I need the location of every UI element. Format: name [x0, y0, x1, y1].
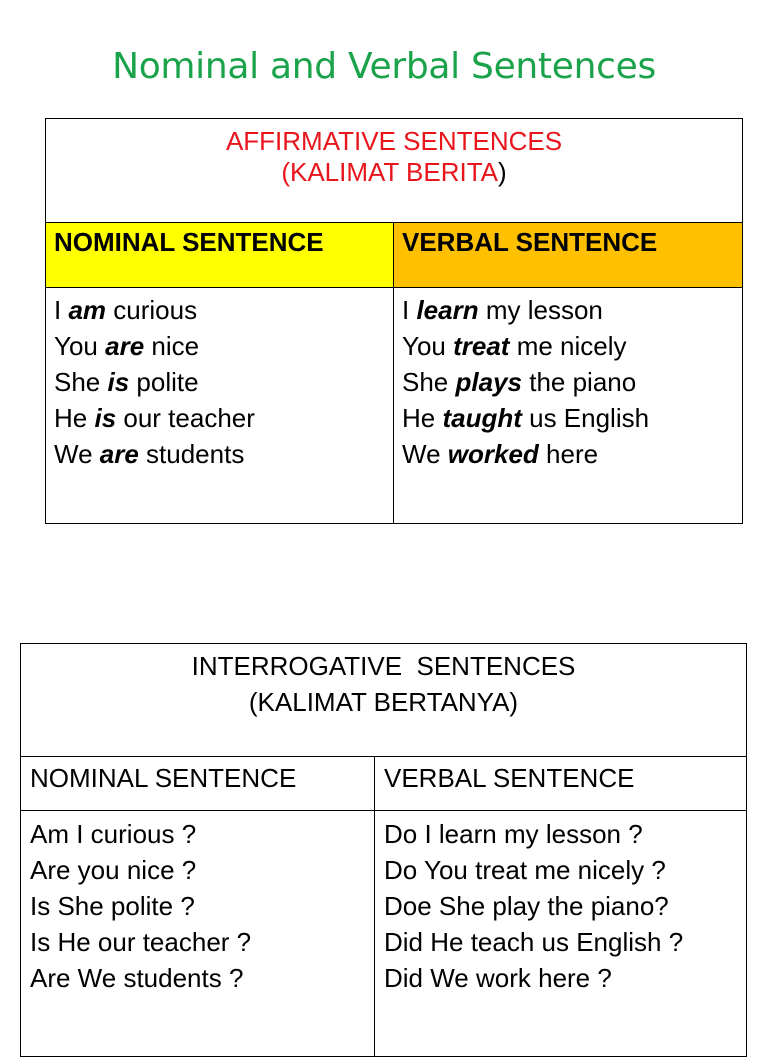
sentence-subject: He [54, 403, 95, 433]
sentence-rest: students [138, 439, 245, 469]
list-item: Are you nice ? [30, 855, 197, 885]
interrogative-verbal-examples [375, 811, 747, 1057]
list-item [54, 364, 393, 400]
list-item [402, 364, 742, 400]
sentence-rest: curious [106, 295, 198, 325]
sentence-verb: is [94, 403, 117, 433]
sentence-verb: is [107, 367, 130, 397]
interrogative-nominal-header: NOMINAL SENTENCE [21, 757, 375, 811]
sentence-subject: I [402, 295, 417, 325]
interrogative-heading-line1: INTERROGATIVE SENTENCES [191, 651, 576, 681]
affirmative-verbal-examples [394, 288, 743, 524]
list-item: Is He our teacher ? [30, 927, 252, 957]
list-item [54, 400, 393, 436]
sentence-verb: are [105, 331, 145, 361]
list-item [54, 436, 393, 472]
page-title: Nominal and Verbal Sentences [112, 46, 656, 87]
list-item: Do You treat me nicely ? [384, 855, 666, 885]
list-item [54, 292, 393, 328]
list-item [402, 436, 742, 472]
sentence-verb: taught [442, 403, 522, 433]
sentence-rest: us English [521, 403, 650, 433]
sentence-verb: treat [453, 331, 510, 361]
sentence-verb: am [68, 295, 107, 325]
sentence-verb: worked [447, 439, 539, 469]
list-item: Are We students ? [30, 963, 244, 993]
sentence-rest: my lesson [478, 295, 603, 325]
list-item [402, 400, 742, 436]
sentence-rest: here [538, 439, 599, 469]
sentence-rest: our teacher [116, 403, 255, 433]
sentence-subject: I [54, 295, 69, 325]
sentence-rest: me nicely [509, 331, 627, 361]
interrogative-heading-line2: (KALIMAT BERTANYA) [248, 687, 519, 717]
list-item: Did We work here ? [384, 963, 612, 993]
list-item [54, 328, 393, 364]
sentence-verb: plays [455, 367, 522, 397]
list-item [402, 292, 742, 328]
sentence-subject: He [402, 403, 443, 433]
affirmative-table [45, 118, 743, 524]
affirmative-nominal-examples [46, 288, 394, 524]
list-item: Do I learn my lesson ? [384, 819, 643, 849]
affirmative-heading-line1: AFFIRMATIVE SENTENCES [225, 126, 563, 156]
interrogative-heading [21, 644, 747, 757]
sentence-verb: are [99, 439, 139, 469]
affirmative-verbal-header: VERBAL SENTENCE [394, 223, 743, 288]
sentence-subject: You [402, 331, 454, 361]
affirmative-heading-close-paren: ) [498, 157, 507, 187]
list-item: Did He teach us English ? [384, 927, 684, 957]
interrogative-nominal-examples [21, 811, 375, 1057]
sentence-subject: She [54, 367, 108, 397]
affirmative-heading-line2 [46, 157, 742, 188]
sentence-rest: polite [129, 367, 199, 397]
sentence-subject: We [54, 439, 100, 469]
sentence-subject: She [402, 367, 456, 397]
list-item: Is She polite ? [30, 891, 195, 921]
interrogative-table [20, 643, 747, 1057]
list-item: Am I curious ? [30, 819, 197, 849]
affirmative-nominal-header: NOMINAL SENTENCE [46, 223, 394, 288]
list-item: Doe She play the piano? [384, 891, 669, 921]
affirmative-heading [46, 119, 743, 223]
list-item [402, 328, 742, 364]
affirmative-heading-line2-text: (KALIMAT BERITA [281, 157, 499, 187]
sentence-subject: You [54, 331, 106, 361]
interrogative-verbal-header: VERBAL SENTENCE [375, 757, 747, 811]
sentence-rest: nice [144, 331, 200, 361]
sentence-verb: learn [416, 295, 479, 325]
sentence-subject: We [402, 439, 448, 469]
sentence-rest: the piano [522, 367, 637, 397]
